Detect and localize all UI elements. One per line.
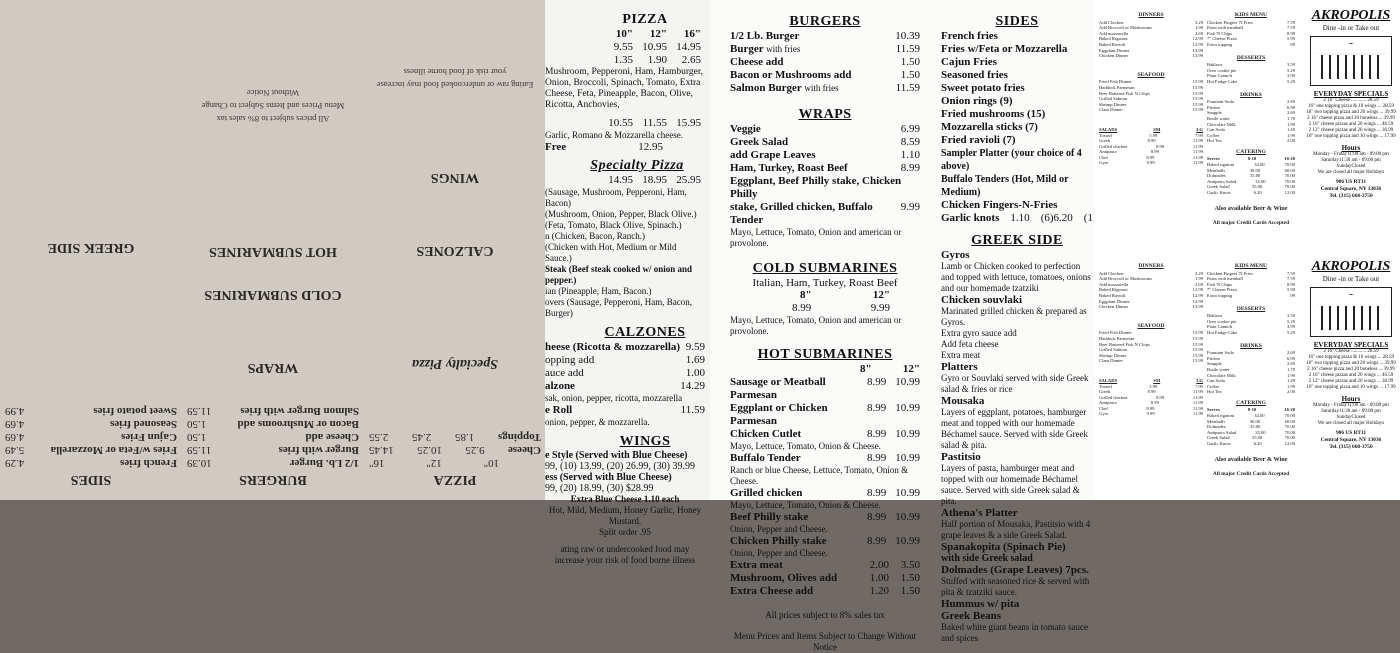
seafood-row: Shrimp Dinner 15.99: [1099, 352, 1203, 358]
pizza-free-row: Free 12.95: [545, 141, 663, 153]
tagline: Dine -in or Take out: [1322, 275, 1380, 283]
hours-row: SundayClosed: [1336, 415, 1366, 420]
photo-pizza-sizes: 10" 12" 16": [369, 457, 500, 469]
photo-pizza-row: Cheese 9.25 10.25 14.45: [369, 444, 541, 456]
drink-row: Coffee 1.99: [1207, 132, 1295, 138]
dinner-row: Baked Rigatoni 12.99: [1099, 36, 1203, 42]
beans-desc: Baked white giant beans in tomato sauce and spices: [941, 622, 1088, 643]
kids-row: Chicken Fingers 'N Fries 7.59: [1207, 270, 1295, 276]
salad-row: Gyro 9.99 11.99: [1099, 160, 1203, 166]
special-line: 10" one topping pizza and 10 wings ... 17.99: [1306, 385, 1396, 390]
pizza-title: PIZZA: [622, 12, 668, 27]
hours-title: Hours: [1341, 395, 1361, 403]
drink-row: Fountain Soda 2.69: [1207, 99, 1295, 105]
greek-side-title: GREEK SIDE: [971, 233, 1063, 248]
spanakopita-item: Spanakopita (Spinach Pie): [941, 541, 1066, 553]
hot-sub-item: Eggplant or Chicken Parmesan 8.99 10.99: [730, 402, 920, 427]
catering-row: Garlic Knots 6.20 12.00: [1207, 441, 1295, 447]
hot-sub-item: Grilled chicken 8.99 10.99 Mayo, Lettuce, Tomato, Onion & Cheese.: [730, 487, 920, 510]
temple-illustration: [1310, 36, 1392, 86]
dinner-row: Add Chicken 3.29: [1099, 19, 1203, 25]
hot-sub-item: Chicken Philly stake 8.99 10.99 Onion, Pepper and Cheese.: [730, 535, 920, 558]
spanakopita-desc: with side Greek salad: [941, 553, 1033, 564]
specialty-item: (Sausage, Mushroom, Pepperoni, Ham, Bacon): [545, 187, 687, 208]
extra-row: Mushroom, Olives add 1.00 1.50: [730, 572, 920, 584]
salad-row: Chef 8.99 11.99: [1099, 405, 1203, 411]
burger-row: 1/2 Lb. Burger 10.39: [730, 30, 920, 42]
specialty-item: ian (Pineapple, Ham, Bacon.): [545, 286, 652, 296]
dinner-row: Baked Ravioli 12.99: [1099, 292, 1203, 298]
platters-item: Platters: [941, 361, 978, 373]
photo-wings-title: WINGS: [430, 170, 480, 185]
drink-row: Fountain Soda 2.69: [1207, 350, 1295, 356]
wings-line: e Style (Served with Blue Cheese): [545, 450, 688, 461]
dessert-row: Oreo cookie pie 5.29: [1207, 67, 1295, 73]
salad-row: Grilled chicken 8.99 11.99: [1099, 143, 1203, 149]
dinner-row: Chicken Dinner 13.99: [1099, 53, 1203, 59]
side-item: Mozzarella sticks (7): [941, 121, 1038, 133]
catering-row: Meatballs 30.00 60.00: [1207, 418, 1295, 424]
burgers-title: BURGERS: [789, 14, 861, 29]
athena-item: Athena's Platter: [941, 507, 1018, 519]
drink-row: Hot Tea 2.00: [1207, 389, 1295, 395]
wrap-row: Ham, Turkey, Roast Beef 8.99: [730, 162, 920, 174]
wraps-title: WRAPS: [798, 107, 852, 122]
wings-split: Split order .95: [599, 527, 651, 537]
sides-column: [941, 14, 1093, 644]
wrap-row: Greek Salad 8.59: [730, 136, 920, 148]
dolmades-desc: Stuffed with seasoned rice & served with pita & tzatziki sauce.: [941, 576, 1090, 597]
salad-row: Chef 8.99 11.99: [1099, 154, 1203, 160]
salad-row: Tossed 5.99 7.99: [1099, 132, 1203, 138]
salads-header: SALADS SM LG: [1099, 126, 1203, 132]
kids-title: KIDS MENU: [1234, 263, 1268, 269]
burger-row: Cheese add 1.50: [730, 56, 920, 68]
hours-row: Saturday11:30 am - 09:00 pm: [1321, 158, 1381, 163]
cover-col: [1305, 259, 1397, 451]
drink-row: Pitcher 6.99: [1207, 104, 1295, 110]
seafood-row: Grilled Salmon 15.99: [1099, 96, 1203, 102]
brochure-panel: [1095, 0, 1400, 500]
address-block: 906 US RT11 Central Square, NY 13036 Tel. (315) 668-3750: [1320, 430, 1382, 450]
holidays-note: We are closed all major Holidays: [1317, 421, 1385, 426]
pizza-toppings-desc: Mushroom, Pepperoni, Ham, Hamburger, Onion, Broccoli, Spinach, Tomato, Extra Cheese, Feta, Pineapple, Bacon, Olive, Ricotta, Anchovies,: [545, 67, 704, 110]
hot-subs-sizes: 8" 12": [860, 363, 920, 375]
special-line: 2 12" cheese pizzas and 20 wings ... 36.99: [1308, 379, 1394, 384]
brochure-bottom: [1095, 257, 1400, 502]
catering-title: CATERING: [1236, 148, 1266, 155]
catering-row: Meatballs 30.00 60.00: [1207, 167, 1295, 173]
catering-header: Serves 8-10 16-20: [1207, 407, 1295, 413]
dinner-row: Eggplant Dinner 13.99: [1099, 298, 1203, 304]
hot-sub-item: Beef Philly stake 8.99 10.99 Onion, Pepper and Cheese.: [730, 511, 920, 534]
photo-pizza-title: PIZZA: [433, 472, 477, 487]
seafood-row: Shrimp Dinner 15.99: [1099, 101, 1203, 107]
specialty-item: Steak (Beef steak cooked w/ onion and pepper.): [545, 264, 693, 285]
specialty-price-row: 14.95 18.95 25.95: [608, 174, 701, 186]
kids-row: Fish 'N Chips 8.99: [1207, 30, 1295, 36]
credit-cards-note: All major Credit Cards Accepted: [1212, 220, 1290, 227]
kids-row: Pasta with meatball 7.59: [1207, 25, 1295, 31]
special-line: 16" one topping pizza & 10 wings ... 28.59: [1308, 355, 1394, 360]
pastitsio-desc: Layers of pasta, hamburger meat and topped with our homemade Béchamel sauce. Served with side Greek salad & pita.: [941, 463, 1080, 506]
hours-row: Saturday11:30 am - 09:00 pm: [1321, 409, 1381, 414]
address-block: 906 US RT11 Central Square, NY 13036 Tel. (315) 668-3750: [1320, 179, 1382, 199]
extra-row: Extra meat 2.00 3.50: [730, 559, 920, 571]
hours-row: SundayClosed: [1336, 164, 1366, 169]
catering-row: Antipasto Salad 35.00 70.00: [1207, 178, 1295, 184]
kids-row: Extra topping .99: [1207, 41, 1295, 47]
photo-calzones-title: CALZONES: [416, 243, 494, 258]
drink-row: Bottle water 1.79: [1207, 115, 1295, 121]
add-on: Extra gyro sauce add: [941, 328, 1017, 338]
side-item: Onion rings (9): [941, 95, 1013, 107]
catering-title: CATERING: [1236, 399, 1266, 406]
burgers-column: [730, 14, 920, 653]
wrap-row: Eggplant, Beef Philly stake, Chicken Philly: [730, 175, 902, 200]
dessert-row: Baklava 3.59: [1207, 313, 1295, 319]
pizza-price-row: 9.55 10.95 14.95: [613, 41, 701, 53]
seafood-title: SEAFOOD: [1137, 322, 1165, 329]
photo-side-row: Fries w/Feta or Mozzarella 5.49: [5, 444, 177, 456]
side-item: Sweet potato fries: [941, 82, 1025, 94]
catering-row: Dolmades 35.00 70.00: [1207, 173, 1295, 179]
side-item: Fried ravioli (7): [941, 134, 1016, 146]
catering-row: Dolmades 35.00 70.00: [1207, 424, 1295, 430]
catering-row: Baked rigatoni 34.00 70.00: [1207, 413, 1295, 419]
special-line: 2 16" cheese pizza and 20 boneless ... 39.99: [1307, 116, 1395, 121]
photo-burger-row: Cheese add 1.50: [187, 431, 359, 443]
hot-subs-title: HOT SUBMARINES: [757, 347, 893, 362]
salad-row: Grilled chicken 8.99 11.99: [1099, 394, 1203, 400]
holidays-note: We are closed all major Holidays: [1317, 170, 1385, 175]
seafood-row: Haddock Parmesan 15.99: [1099, 84, 1203, 90]
specials-title: EVERYDAY SPECIALS: [1313, 90, 1389, 98]
salad-row: Gyro 9.99 11.99: [1099, 411, 1203, 417]
photo-side-row: Cajun Fries 4.69: [5, 431, 177, 443]
photo-cold-title: COLD SUBMARINES: [204, 287, 342, 302]
side-item: Sampler Platter (your choice of 4 above): [941, 148, 1082, 172]
kids-row: Chicken Fingers 'N Fries 7.59: [1207, 19, 1295, 25]
pizza-size-header: 10" 12" 16": [615, 28, 701, 40]
brochure-top: [1095, 6, 1400, 251]
dinner-row: Eggplant Dinner 13.99: [1099, 47, 1203, 53]
mini-col-1: [1099, 263, 1203, 417]
kids-row: Fish 'N Chips 8.99: [1207, 281, 1295, 287]
cold-subs-sizes: 8" 12": [800, 289, 890, 301]
kids-row: 7" Cheese Pizza 5.99: [1207, 36, 1295, 42]
desserts-title: DESSERTS: [1236, 54, 1266, 61]
special-line: 2 16" cheese pizzas and 20 wings ... 46.59: [1308, 373, 1394, 378]
dessert-row: Plain Cannoli 3.99: [1207, 324, 1295, 330]
specialty-item: n (Chicken, Bacon, Ranch.): [545, 231, 645, 241]
drink-row: Bottle water 1.79: [1207, 366, 1295, 372]
photo-burger-row: Bacon or Mushrooms add 1.50: [187, 418, 359, 430]
drink-row: Snapple 2.69: [1207, 361, 1295, 367]
cold-subs-desc: Italian, Ham, Turkey, Roast Beef: [752, 277, 898, 289]
side-item: Fried mushrooms (15): [941, 108, 1046, 120]
special-line: 2 16" Cheese ............ 28.59: [1323, 349, 1379, 354]
dinners-title: DINNERS: [1138, 12, 1164, 18]
photo-pizza-row: Toppings 1.85 2.45 2.55: [369, 431, 541, 443]
dinner-row: Add mozzarella 2.69: [1099, 30, 1203, 36]
salad-row: Antipasto 8.99 11.99: [1099, 400, 1203, 406]
special-line: 2 16" Cheese ............ 28.59: [1323, 98, 1379, 103]
drink-row: Can Soda 1.49: [1207, 378, 1295, 384]
side-item: Seasoned fries: [941, 69, 1008, 81]
tagline: Dine -in or Take out: [1322, 24, 1380, 32]
drink-row: Coffee 1.99: [1207, 383, 1295, 389]
brand-logo: AKROPOLIS: [1311, 8, 1391, 23]
dolmades-item: Dolmades (Grape Leaves) 7pcs.: [941, 564, 1089, 576]
sides-panel: [925, 0, 1095, 643]
dinner-row: Add Broccoli or Mushrooms 1.99: [1099, 25, 1203, 31]
dessert-row: Hot Fudge Cake 5.29: [1207, 329, 1295, 335]
drink-row: Chocolate Milk 1.99: [1207, 121, 1295, 127]
dinner-row: Baked Ravioli 12.99: [1099, 41, 1203, 47]
dessert-row: Plain Cannoli 3.99: [1207, 73, 1295, 79]
specialty-item: (Feta, Tomato, Black Olive, Spinach.): [545, 220, 682, 230]
desserts-title: DESSERTS: [1236, 305, 1266, 312]
drink-row: Pitcher 6.99: [1207, 355, 1295, 361]
special-line: 2 12" cheese pizzas and 20 wings ... 36.99: [1308, 128, 1394, 133]
hours-row: Monday - Friday11:00 am - 09:00 pm: [1313, 403, 1389, 408]
price-change-note: Menu Prices and Items Subject to Change Without Notice: [733, 631, 917, 652]
catering-row: Antipasto Salad 35.00 70.00: [1207, 429, 1295, 435]
cover-col: [1305, 8, 1397, 200]
kids-title: KIDS MENU: [1234, 12, 1268, 18]
catering-header: Serves 8-10 16-20: [1207, 156, 1295, 162]
beer-wine-note: Also available Beer & Wine: [1214, 455, 1288, 463]
specialty-item: (Mushroom, Onion, Pepper, Black Olive.): [545, 209, 697, 219]
beer-wine-note: Also available Beer & Wine: [1214, 204, 1288, 212]
side-item: Cajun Fries: [941, 56, 997, 68]
garlic-knots-row: Garlic knots 1.10 (6)6.20 (1: [941, 212, 1093, 224]
side-item: Chicken Fingers-N-Fries: [941, 199, 1058, 211]
seafood-row: Clam Dinner 15.99: [1099, 107, 1203, 113]
souvlaki-desc: Marinated grilled chicken & prepared as Gyros.: [941, 306, 1087, 327]
dinners-title: DINNERS: [1138, 263, 1164, 269]
photo-side-row: Seasoned fries 4.69: [5, 418, 177, 430]
roll-row: e Roll 11.59: [545, 404, 705, 416]
dessert-row: Oreo cookie pie 5.29: [1207, 318, 1295, 324]
mini-col-2: [1207, 263, 1295, 478]
temple-illustration: [1310, 287, 1392, 337]
catering-row: Baked rigatoni 34.00 70.00: [1207, 162, 1295, 168]
side-item: Fries w/Feta or Mozzarella: [941, 43, 1068, 55]
catering-row: Greek Salad 35.00 70.00: [1207, 184, 1295, 190]
sales-tax-note: All prices subject to 8% sales tax: [765, 610, 885, 620]
calzone-desc: sak, onion, pepper, ricotta, mozzarella: [545, 393, 683, 403]
photo-menu-panel: [0, 0, 545, 500]
cold-subs-prices: 8.99 9.99: [792, 302, 890, 314]
wings-line: ess (Served with Blue Cheese): [545, 472, 672, 483]
pizza-section: [545, 12, 705, 566]
photo-burger-row: Burger with fries 11.59: [187, 444, 359, 456]
specialty-pizza-title: Specialty Pizza: [590, 158, 684, 173]
photo-raw-food-note: Eating raw or undercooked food may increase your risk of food borne illness: [376, 67, 534, 90]
drink-row: Can Soda 1.49: [1207, 127, 1295, 133]
mousaka-item: Mousaka: [941, 395, 985, 407]
drink-row: Snapple 2.69: [1207, 110, 1295, 116]
platters-desc: Gyro or Souvlaki served with side Greek salad & fries or rice: [941, 373, 1089, 394]
seafood-row: Haddock Parmesan 15.99: [1099, 335, 1203, 341]
brand-logo: AKROPOLIS: [1311, 259, 1391, 274]
special-line: 10" one topping pizza and 10 wings ... 17.99: [1306, 134, 1396, 139]
mini-col-2: [1207, 12, 1295, 227]
catering-row: Garlic Knots 6.20 12.00: [1207, 190, 1295, 196]
pizza-price-row: 1.35 1.90 2.65: [613, 54, 701, 66]
drink-row: Hot Tea 2.00: [1207, 138, 1295, 144]
photo-wraps-title: WRAPS: [247, 360, 299, 375]
dinner-row: Add Broccoli or Mushrooms 1.99: [1099, 276, 1203, 282]
extra-row: Extra Cheese add 1.20 1.50: [730, 585, 920, 597]
special-line: 2 16" cheese pizza and 20 boneless ... 39.99: [1307, 367, 1395, 372]
salad-row: Tossed 5.99 7.99: [1099, 383, 1203, 389]
kids-row: 7" Cheese Pizza 5.99: [1207, 287, 1295, 293]
hummus-item: Hummus w/ pita: [941, 598, 1020, 610]
wrap-row: add Grape Leaves 1.10: [730, 149, 920, 161]
burger-row: Burger with fries 11.59: [730, 43, 920, 55]
seafood-row: Fried Fish Dinner 15.99: [1099, 79, 1203, 85]
athena-desc: Half portion of Mousaka, Pastitsio with 4 grape leaves & a side Greek Salad.: [941, 519, 1091, 540]
wings-title: WINGS: [619, 434, 671, 449]
drink-row: Chocolate Milk 1.99: [1207, 372, 1295, 378]
wraps-note: Mayo, Lettuce, Tomato, Onion and american or provolone.: [730, 227, 902, 248]
photo-side-row: Sweet potato fries 4.99: [5, 405, 177, 417]
mini-col-1: [1099, 12, 1203, 166]
mousaka-desc: Layers of eggplant, potatoes, hamburger meat and topped with our homemade Béchamel sauce. Served with side Greek salad & pita.: [941, 407, 1088, 450]
calzones-title: CALZONES: [604, 325, 686, 340]
wings-sauces: Hot, Mild, Medium, Honey Garlic, Honey Mustard.: [548, 505, 702, 526]
photo-side-row: French fries 4.29: [5, 457, 177, 469]
seafood-row: Clam Dinner 15.99: [1099, 358, 1203, 364]
salads-header: SALADS SM LG: [1099, 377, 1203, 383]
raw-food-notice: ating raw or undercooked food may increase your risk of food borne illness: [554, 544, 696, 565]
seafood-row: Beer Battered Fish N Chips 15.99: [1099, 341, 1203, 347]
dinner-row: Chicken Dinner 13.99: [1099, 304, 1203, 310]
hours-row: Monday - Friday11:00 am - 09:00 pm: [1313, 152, 1389, 157]
dinner-row: Add mozzarella 2.69: [1099, 281, 1203, 287]
photo-col-right: [369, 65, 541, 490]
photo-greek-title: GREEK SIDE: [47, 240, 135, 255]
pizza-garlic-desc: Garlic, Romano & Mozzarella cheese.: [545, 130, 683, 140]
specials-title: EVERYDAY SPECIALS: [1313, 341, 1389, 349]
calzone-row: alzone 14.29: [545, 380, 705, 392]
seafood-row: Grilled Salmon 15.99: [1099, 347, 1203, 353]
photo-col-left: [5, 237, 177, 490]
add-on: Extra meat: [941, 350, 981, 360]
hours-title: Hours: [1341, 144, 1361, 152]
hot-sub-item: Buffalo Tender 8.99 10.99 Ranch or blue Cheese, Lettuce, Tomato, Onion & Cheese.: [730, 452, 920, 486]
drinks-title: DRINKS: [1240, 91, 1262, 98]
burger-row: Salmon Burger with fries 11.59: [730, 82, 920, 94]
photo-specialty-title: Specialty Pizza: [412, 356, 498, 371]
photo-burger-row: Salmon Burger with fries 11.59: [187, 405, 359, 417]
hot-sub-item: Sausage or Meatball Parmesan 8.99 10.99: [730, 376, 920, 401]
pastitsio-item: Pastitsio: [941, 451, 981, 463]
specialty-item: overs (Sausage, Pepperoni, Ham, Bacon, Burger): [545, 297, 692, 318]
seafood-title: SEAFOOD: [1137, 71, 1165, 78]
gyros-desc: Lamb or Chicken cooked to perfection and topped with lettuce, tomatoes, onions and our homemade tzatziki: [941, 261, 1091, 293]
salad-row: Greek 8.99 11.99: [1099, 389, 1203, 395]
beans-item: Greek Beans: [941, 610, 1001, 622]
photo-col-mid: [187, 86, 359, 490]
sides-title: SIDES: [995, 14, 1039, 29]
pizza-panel: [545, 0, 710, 565]
wings-line: 99, (10) 13.99, (20) 26.99, (30) 39.99: [545, 461, 695, 472]
photo-sides-title: SIDES: [70, 472, 112, 487]
specialty-item: (Chicken with Hot, Medium or Mild Sauce.): [545, 242, 677, 263]
souvlaki-item: Chicken souvlaki: [941, 294, 1022, 306]
calzone-row: heese (Ricotta & mozzarella) 9.59: [545, 341, 705, 353]
cold-subs-note: Mayo, Lettuce, Tomato, Onion and american or provolone.: [730, 315, 902, 336]
wrap-row: stake, Grilled chicken, Buffalo Tender 9.99: [730, 201, 920, 226]
special-line: 2 16" cheese pizzas and 20 wings ... 46.59: [1308, 122, 1394, 127]
gyros-item: Gyros: [941, 249, 970, 261]
special-line: 16" two topping pizza and 20 wings ... 39.99: [1306, 361, 1396, 366]
photo-burgers-title: BURGERS: [239, 472, 307, 487]
wings-extra: Extra Blue Cheese 1.10 each: [570, 494, 680, 504]
cold-subs-title: COLD SUBMARINES: [752, 261, 898, 276]
calzone-row: auce add 1.00: [545, 367, 705, 379]
dessert-row: Baklava 3.59: [1207, 62, 1295, 68]
calzone-row: opping add 1.69: [545, 354, 705, 366]
roll-desc: onion, pepper, & mozzarella.: [545, 417, 650, 427]
special-line: 16" two topping pizza and 20 wings ... 39.99: [1306, 110, 1396, 115]
drinks-title: DRINKS: [1240, 342, 1262, 349]
salad-row: Antipasto 8.99 11.99: [1099, 149, 1203, 155]
kids-row: Pasta with meatball 7.59: [1207, 276, 1295, 282]
wings-line: 99, (20) 18.99, (30) $28.99: [545, 483, 654, 494]
photo-rotated-menu: [0, 0, 545, 500]
photo-change-note: Menu Prices and Items Subject to Change Without Notice: [201, 88, 345, 111]
salad-row: Greek 8.99 11.99: [1099, 138, 1203, 144]
add-on: Add feta cheese: [941, 339, 999, 349]
burger-row: Bacon or Mushrooms add 1.50: [730, 69, 920, 81]
dinner-row: Add Chicken 3.29: [1099, 270, 1203, 276]
credit-cards-note: All major Credit Cards Accepted: [1212, 471, 1290, 478]
seafood-row: Beer Battered Fish N Chips 15.99: [1099, 90, 1203, 96]
catering-row: Greek Salad 35.00 70.00: [1207, 435, 1295, 441]
kids-row: Extra topping .99: [1207, 292, 1295, 298]
photo-tax-note: All prices subject to 8% sales tax: [216, 114, 330, 124]
burgers-panel: [710, 0, 925, 652]
dinner-row: Baked Rigatoni 12.99: [1099, 287, 1203, 293]
special-line: 16" one topping pizza & 10 wings ... 28.59: [1308, 104, 1394, 109]
pizza-price-row: 10.55 11.55 15.95: [608, 117, 701, 129]
side-item: French fries: [941, 30, 998, 42]
photo-hot-title: HOT SUBMARINES: [209, 244, 337, 259]
wrap-row: Veggie 6.99: [730, 123, 920, 135]
side-item: Buffalo Tenders (Hot, Mild or Medium): [941, 174, 1069, 198]
photo-burger-row: 1/2 Lb. Burger 10.39: [187, 457, 359, 469]
hot-sub-item: Chicken Cutlet 8.99 10.99 Mayo, Lettuce, Tomato, Onion & Cheese.: [730, 428, 920, 451]
seafood-row: Fried Fish Dinner 15.99: [1099, 330, 1203, 336]
dessert-row: Hot Fudge Cake 5.29: [1207, 78, 1295, 84]
